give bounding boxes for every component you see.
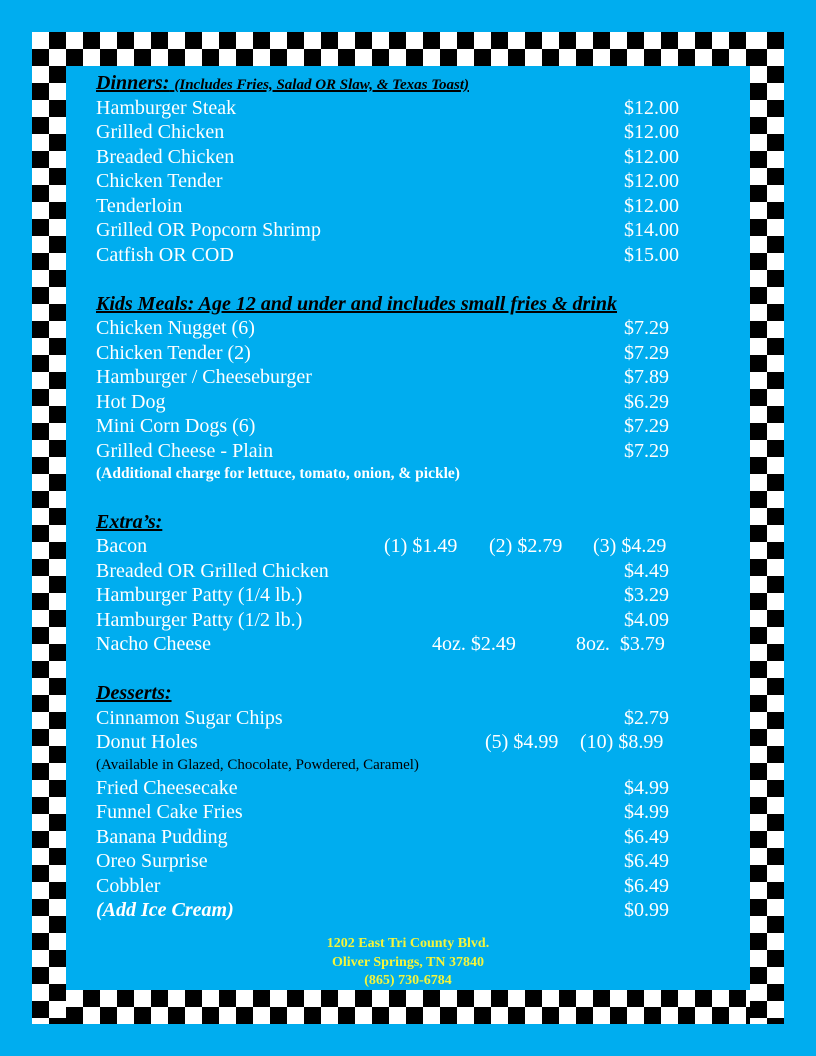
address-line-2: Oliver Springs, TN 37840	[332, 954, 484, 970]
desserts-heading: Desserts:	[96, 682, 172, 704]
item-name: Nacho Cheese	[96, 633, 211, 655]
item-name: Mini Corn Dogs (6)	[96, 415, 256, 437]
item-price-option-2: 8oz. $3.79	[576, 633, 665, 655]
item-price: $7.29	[624, 415, 669, 437]
item-price: $7.29	[624, 317, 669, 339]
spacer	[96, 267, 696, 292]
item-name: Breaded OR Grilled Chicken	[96, 559, 329, 582]
item-price-option-1: (1) $1.49	[384, 535, 458, 557]
item-price: $0.99	[624, 899, 669, 921]
item-price: $4.99	[624, 801, 669, 823]
item-name: Hamburger / Cheeseburger	[96, 366, 312, 388]
item-price: $12.00	[624, 145, 679, 168]
dinners-subtitle: (Includes Fries, Salad OR Slaw, & Texas Toast)	[174, 77, 469, 93]
menu-item	[96, 583, 696, 608]
menu-item	[96, 169, 696, 194]
phone-number: (865) 730-6784	[364, 973, 452, 988]
kids-note: (Additional charge for lettuce, tomato, onion, & pickle)	[96, 465, 460, 482]
extras-heading: Extra’s:	[96, 510, 163, 533]
checkered-border-bottom	[32, 990, 784, 1024]
menu-item	[96, 439, 696, 464]
item-price: $12.00	[624, 194, 679, 217]
item-name: Grilled Cheese - Plain	[96, 439, 274, 462]
menu-item	[96, 365, 696, 390]
menu-item-donut	[96, 730, 696, 755]
item-name: Hot Dog	[96, 390, 166, 413]
menu-item	[96, 96, 696, 121]
item-price-option-2: (10) $8.99	[580, 731, 664, 753]
item-price: $4.09	[624, 608, 669, 631]
menu-item	[96, 194, 696, 219]
menu-item	[96, 316, 696, 341]
menu-item	[96, 390, 696, 415]
item-price: $4.99	[624, 776, 669, 799]
item-price: $6.49	[624, 874, 669, 897]
menu-item	[96, 243, 696, 268]
item-price-option-1: 4oz. $2.49	[432, 633, 516, 655]
item-name: Fried Cheesecake	[96, 776, 238, 799]
item-name: Bacon	[96, 535, 148, 557]
item-price: $12.00	[624, 96, 679, 119]
donut-note: (Available in Glazed, Chocolate, Powdered, Caramel)	[96, 756, 419, 773]
item-name: Oreo Surprise	[96, 850, 208, 872]
kids-list	[96, 316, 696, 463]
item-price-option-3: (3) $4.29	[593, 535, 667, 557]
item-name: Hamburger Patty (1/4 lb.)	[96, 584, 303, 606]
item-price: $7.29	[624, 341, 669, 364]
spacer	[96, 485, 696, 510]
spacer	[96, 657, 696, 682]
item-name: Cobbler	[96, 874, 161, 897]
item-name: Grilled Chicken	[96, 121, 225, 143]
item-price: $6.29	[624, 390, 669, 413]
dinners-heading	[96, 71, 696, 96]
item-name: Chicken Nugget (6)	[96, 317, 255, 339]
item-price: $6.49	[624, 825, 669, 848]
item-name: Catfish OR COD	[96, 243, 234, 266]
dinners-list	[96, 96, 696, 268]
item-name: Banana Pudding	[96, 825, 228, 848]
item-name: Hamburger Steak	[96, 96, 237, 119]
kids-heading: Kids Meals: Age 12 and under and includes small fries & drink	[96, 292, 617, 315]
item-name: Breaded Chicken	[96, 145, 235, 168]
item-price: $12.00	[624, 170, 679, 192]
menu-item	[96, 776, 696, 801]
menu-item	[96, 800, 696, 825]
item-name: Tenderloin	[96, 194, 183, 217]
menu-item	[96, 825, 696, 850]
menu-item	[96, 849, 696, 874]
address-line-1: 1202 East Tri County Blvd.	[326, 936, 490, 951]
item-price: $7.29	[624, 439, 669, 462]
item-name: Funnel Cake Fries	[96, 801, 243, 823]
menu-item	[96, 218, 696, 243]
item-name: Grilled OR Popcorn Shrimp	[96, 219, 321, 241]
item-name: Cinnamon Sugar Chips	[96, 706, 283, 729]
item-name: Chicken Tender (2)	[96, 341, 251, 364]
item-name: Chicken Tender	[96, 170, 223, 192]
checkered-border-top	[32, 32, 784, 66]
footer-address	[0, 935, 816, 991]
item-price-option-1: (5) $4.99	[485, 731, 559, 753]
item-price: $2.79	[624, 706, 669, 729]
dinners-title: Dinners:	[96, 72, 170, 94]
item-name: Hamburger Patty (1/2 lb.)	[96, 608, 303, 631]
menu-item	[96, 559, 696, 584]
menu-item	[96, 414, 696, 439]
item-price: $12.00	[624, 121, 679, 143]
menu-item	[96, 608, 696, 633]
menu-item	[96, 120, 696, 145]
checkered-border-right	[750, 32, 784, 1024]
item-price: $7.89	[624, 366, 669, 388]
menu-item	[96, 706, 696, 731]
item-name: Donut Holes	[96, 731, 198, 753]
item-price: $14.00	[624, 219, 679, 241]
menu-content	[96, 71, 696, 923]
menu-item-nacho	[96, 632, 696, 657]
item-price: $4.49	[624, 559, 669, 582]
menu-item-bacon	[96, 534, 696, 559]
item-price-option-2: (2) $2.79	[489, 535, 563, 557]
menu-item	[96, 874, 696, 899]
menu-item	[96, 341, 696, 366]
checkered-border-left	[32, 32, 66, 1024]
menu-item-addon	[96, 898, 696, 923]
item-price: $15.00	[624, 243, 679, 266]
item-price: $3.29	[624, 584, 669, 606]
menu-item	[96, 145, 696, 170]
item-price: $6.49	[624, 850, 669, 872]
item-name: (Add Ice Cream)	[96, 899, 234, 921]
